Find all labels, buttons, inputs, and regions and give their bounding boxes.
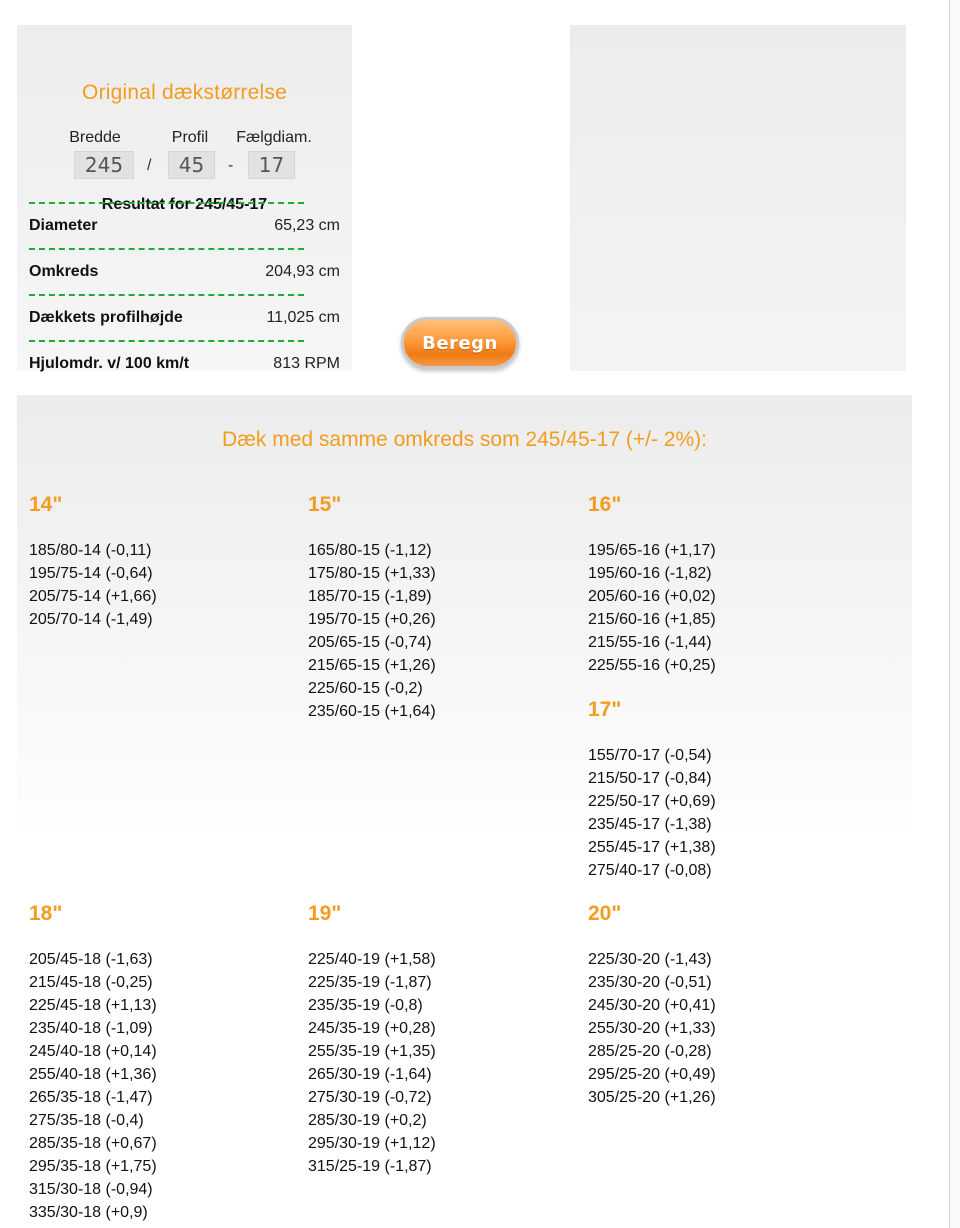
list-item: 255/40-18 (+1,36) [29, 1066, 157, 1083]
list-item: 255/30-20 (+1,33) [588, 1020, 716, 1037]
list-item: 245/30-20 (+0,41) [588, 997, 716, 1014]
rim-size-heading: 14" [29, 493, 63, 516]
tire-size-list [29, 948, 157, 1224]
list-item: 195/70-15 (+0,26) [308, 611, 436, 628]
list-item: 295/25-20 (+0,49) [588, 1066, 716, 1083]
list-item: 195/65-16 (+1,17) [588, 542, 716, 559]
rim-size-heading: 19" [308, 902, 342, 925]
diameter-value: 65,23 cm [274, 217, 340, 234]
dash-separator: - [228, 157, 234, 174]
list-item: 205/45-18 (-1,63) [29, 951, 153, 968]
list-item: 225/60-15 (-0,2) [308, 680, 423, 697]
calculate-button-wrapper [399, 315, 523, 373]
diameter-label: Diameter [29, 217, 98, 234]
calculator-title: Original dækstørrelse [82, 81, 287, 104]
list-item: 235/45-17 (-1,38) [588, 816, 712, 833]
divider [29, 202, 304, 204]
rim-size-heading: 20" [588, 902, 622, 925]
rim-size-heading: 15" [308, 493, 342, 516]
list-item: 235/60-15 (+1,64) [308, 703, 436, 720]
list-item: 305/25-20 (+1,26) [588, 1089, 716, 1106]
circumference-value: 204,93 cm [265, 263, 340, 280]
list-item: 265/30-19 (-1,64) [308, 1066, 432, 1083]
list-item: 225/35-19 (-1,87) [308, 974, 432, 991]
rim-label: Fælgdiam. [236, 129, 312, 146]
list-item: 225/30-20 (-1,43) [588, 951, 712, 968]
rim-input[interactable] [248, 151, 295, 179]
list-item: 185/80-14 (-0,11) [29, 542, 152, 559]
width-label: Bredde [69, 129, 121, 146]
list-item: 215/50-17 (-0,84) [588, 770, 712, 787]
list-item: 245/35-19 (+0,28) [308, 1020, 436, 1037]
list-item: 225/40-19 (+1,58) [308, 951, 436, 968]
profile-height-value: 11,025 cm [266, 309, 340, 326]
list-item: 205/75-14 (+1,66) [29, 588, 157, 605]
list-item: 285/30-19 (+0,2) [308, 1112, 427, 1129]
list-item: 165/80-15 (-1,12) [308, 542, 432, 559]
divider [29, 294, 304, 296]
list-item: 205/60-16 (+0,02) [588, 588, 716, 605]
calculator-panel [17, 25, 352, 371]
tire-size-list [588, 948, 716, 1109]
list-item: 195/75-14 (-0,64) [29, 565, 153, 582]
list-item: 235/35-19 (-0,8) [308, 997, 423, 1014]
list-item: 285/35-18 (+0,67) [29, 1135, 157, 1152]
tire-size-list [308, 948, 436, 1178]
list-item: 215/60-16 (+1,85) [588, 611, 716, 628]
list-item: 295/30-19 (+1,12) [308, 1135, 436, 1152]
list-item: 185/70-15 (-1,89) [308, 588, 432, 605]
list-item: 155/70-17 (-0,54) [588, 747, 712, 764]
list-item: 295/35-18 (+1,75) [29, 1158, 157, 1175]
list-item: 315/25-19 (-1,87) [308, 1158, 432, 1175]
rim-size-heading: 18" [29, 902, 63, 925]
calculate-button[interactable]: Beregn [401, 317, 519, 369]
width-input[interactable] [74, 151, 134, 179]
tire-size-list [29, 539, 157, 631]
list-item: 215/55-16 (-1,44) [588, 634, 712, 651]
profile-input[interactable] [168, 151, 215, 179]
rim-size-heading: 17" [588, 698, 622, 721]
list-item: 205/70-14 (-1,49) [29, 611, 153, 628]
list-item: 245/40-18 (+0,14) [29, 1043, 157, 1060]
list-item: 215/65-15 (+1,26) [308, 657, 436, 674]
divider [29, 340, 304, 342]
list-item: 215/45-18 (-0,25) [29, 974, 153, 991]
list-item: 275/35-18 (-0,4) [29, 1112, 144, 1129]
slash-separator: / [147, 157, 152, 174]
list-item: 235/40-18 (-1,09) [29, 1020, 153, 1037]
tire-size-list [588, 744, 716, 882]
list-item: 225/45-18 (+1,13) [29, 997, 157, 1014]
list-item: 195/60-16 (-1,82) [588, 565, 712, 582]
tire-size-list [588, 539, 716, 677]
page-edge-border [949, 0, 960, 1228]
list-item: 265/35-18 (-1,47) [29, 1089, 153, 1106]
profile-height-label: Dækkets profilhøjde [29, 309, 183, 326]
results-title: Dæk med samme omkreds som 245/45-17 (+/- 2%): [222, 428, 707, 451]
rpm-value: 813 RPM [273, 355, 340, 372]
tire-size-list [308, 539, 436, 723]
list-item: 225/50-17 (+0,69) [588, 793, 716, 810]
profile-label: Profil [171, 129, 209, 146]
list-item: 255/45-17 (+1,38) [588, 839, 716, 856]
list-item: 275/40-17 (-0,08) [588, 862, 712, 879]
list-item: 285/25-20 (-0,28) [588, 1043, 712, 1060]
ad-panel [570, 25, 906, 371]
list-item: 315/30-18 (-0,94) [29, 1181, 153, 1198]
list-item: 205/65-15 (-0,74) [308, 634, 432, 651]
list-item: 175/80-15 (+1,33) [308, 565, 436, 582]
divider [29, 248, 304, 250]
list-item: 335/30-18 (+0,9) [29, 1204, 148, 1221]
result-heading: Resultat for 245/45-17 [101, 196, 268, 213]
rpm-label: Hjulomdr. v/ 100 km/t [29, 355, 190, 372]
list-item: 275/30-19 (-0,72) [308, 1089, 432, 1106]
circumference-label: Omkreds [29, 263, 99, 280]
list-item: 235/30-20 (-0,51) [588, 974, 712, 991]
rim-size-heading: 16" [588, 493, 622, 516]
list-item: 255/35-19 (+1,35) [308, 1043, 436, 1060]
list-item: 225/55-16 (+0,25) [588, 657, 716, 674]
